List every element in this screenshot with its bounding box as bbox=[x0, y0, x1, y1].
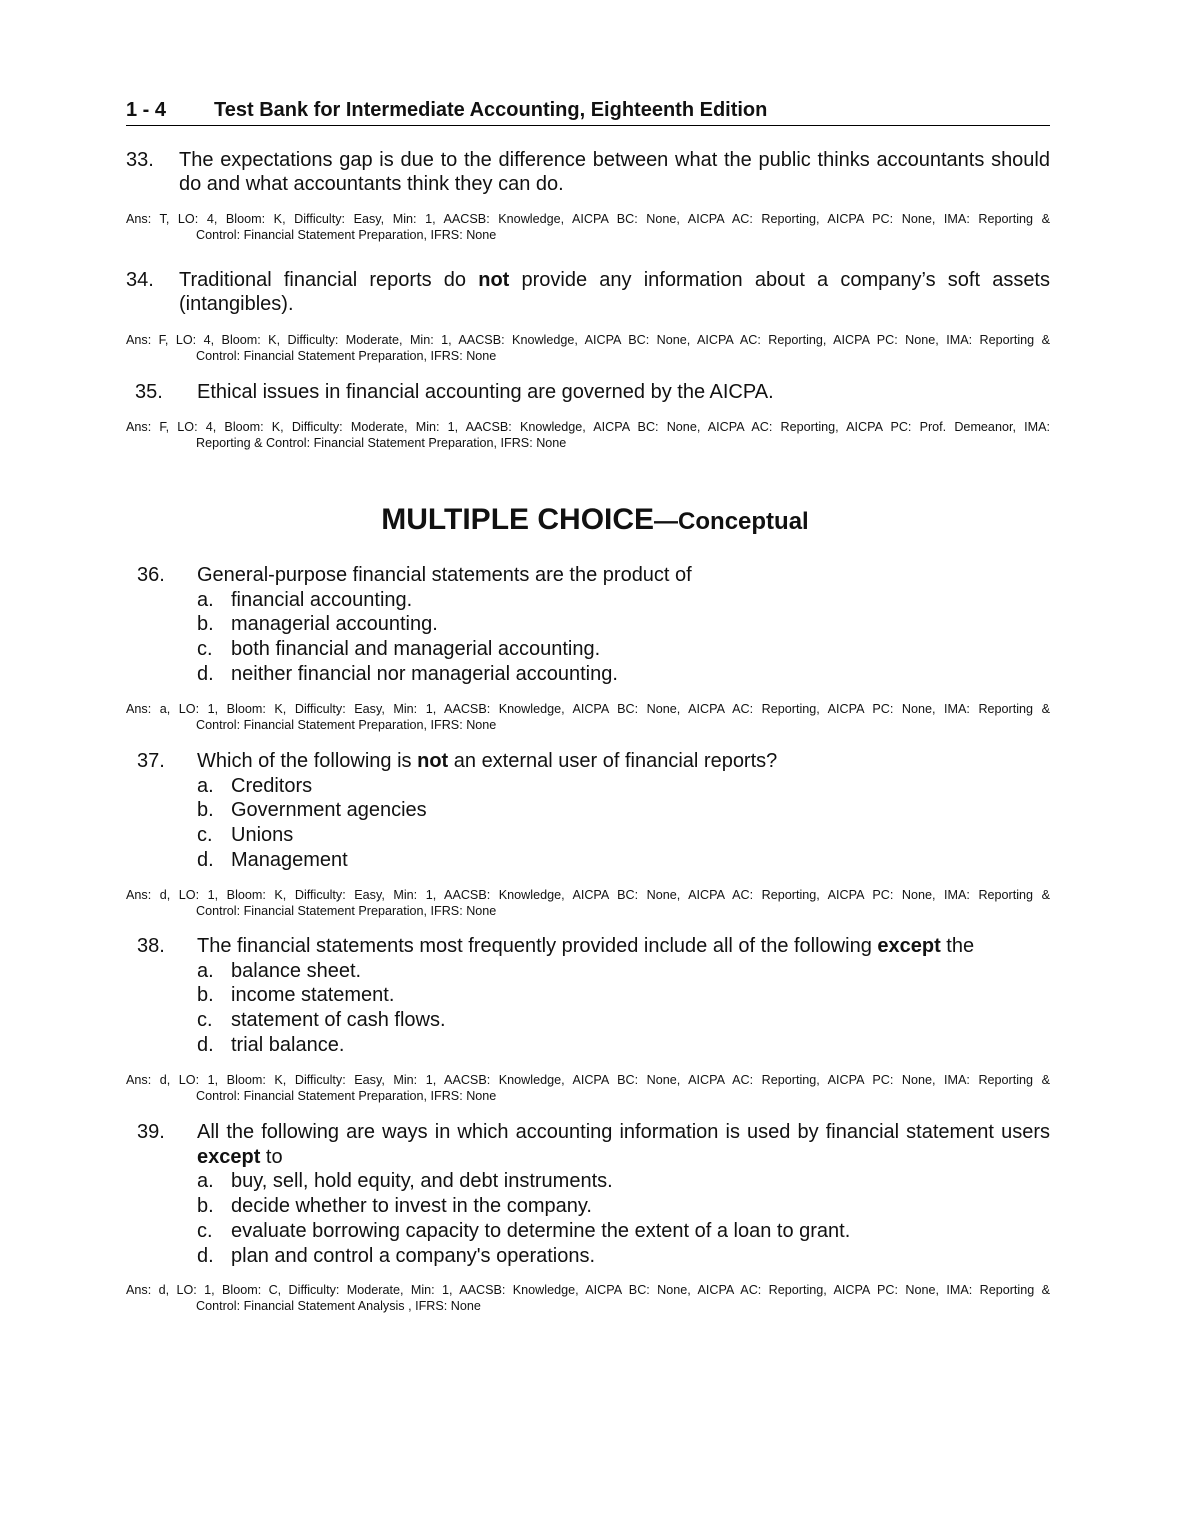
section-heading bbox=[0, 503, 1190, 537]
question-text: The expectations gap is due to the difference between what the public thinks accountants should do and what accountants think they can do. bbox=[179, 149, 1050, 195]
question-number: 37. bbox=[137, 750, 165, 772]
answer-line-2: Reporting & Control: Financial Statement Preparation, IFRS: None bbox=[196, 436, 567, 450]
option-b: b. decide whether to invest in the company. bbox=[197, 1195, 592, 1218]
emphasis-not: not bbox=[417, 750, 449, 772]
option-a: a. buy, sell, hold equity, and debt instruments. bbox=[197, 1170, 613, 1193]
emphasis-not: not bbox=[478, 269, 510, 291]
answer-line-2: Control: Financial Statement Analysis , IFRS: None bbox=[196, 1299, 481, 1313]
page-number: 1 - 4 bbox=[126, 99, 167, 121]
answer-line-2: Control: Financial Statement Preparation, IFRS: None bbox=[196, 718, 497, 732]
option-c: c. statement of cash flows. bbox=[197, 1009, 446, 1032]
question-39 bbox=[126, 1120, 1050, 1268]
answer-line-1: Ans: d, LO: 1, Bloom: K, Difficulty: Easy, Min: 1, AACSB: Knowledge, AICPA BC: None, AICPA AC: Reporting, AICPA PC: None, IMA: Reporting & bbox=[126, 888, 1050, 902]
answer-line-2: Control: Financial Statement Preparation, IFRS: None bbox=[196, 349, 497, 363]
answer-metadata-38 bbox=[126, 1072, 1050, 1104]
question-number: 36. bbox=[137, 564, 165, 586]
option-b: b. income statement. bbox=[197, 984, 395, 1007]
option-a: a. balance sheet. bbox=[197, 959, 362, 982]
option-d: d. trial balance. bbox=[197, 1033, 345, 1056]
option-d: d. Management bbox=[197, 848, 348, 871]
answer-metadata-37 bbox=[126, 887, 1050, 919]
option-c: c. both financial and managerial accounting. bbox=[197, 638, 601, 661]
option-b: b. managerial accounting. bbox=[197, 613, 438, 636]
answer-metadata-35 bbox=[126, 419, 1050, 451]
question-36 bbox=[126, 563, 1050, 687]
question-37 bbox=[126, 749, 1050, 873]
question-35 bbox=[126, 380, 1050, 404]
section-subtitle: —Conceptual bbox=[654, 508, 809, 535]
section-title: MULTIPLE CHOICE bbox=[381, 503, 655, 536]
question-number: 34. bbox=[126, 269, 154, 291]
answer-line-1: Ans: T, LO: 4, Bloom: K, Difficulty: Easy, Min: 1, AACSB: Knowledge, AICPA BC: None, AICPA AC: Reporting, AICPA PC: None, IMA: Reporting & bbox=[126, 212, 1050, 226]
answer-line-1: Ans: F, LO: 4, Bloom: K, Difficulty: Moderate, Min: 1, AACSB: Knowledge, AICPA BC: None, AICPA AC: Reporting, AICPA PC: Prof. Demeanor, IMA: bbox=[126, 420, 1050, 434]
question-33 bbox=[126, 148, 1050, 196]
answer-metadata-33 bbox=[126, 211, 1050, 243]
option-c: c. Unions bbox=[197, 824, 294, 847]
answer-metadata-39 bbox=[126, 1282, 1050, 1314]
question-text: Which of the following is not an external user of financial reports? bbox=[197, 750, 778, 772]
option-a: a. Creditors bbox=[197, 774, 313, 797]
option-d: d. plan and control a company's operations. bbox=[197, 1244, 596, 1267]
book-title: Test Bank for Intermediate Accounting, Eighteenth Edition bbox=[214, 99, 768, 121]
question-number: 35. bbox=[135, 381, 163, 403]
question-number: 38. bbox=[137, 935, 165, 957]
answer-line-2: Control: Financial Statement Preparation, IFRS: None bbox=[196, 904, 497, 918]
question-text: General-purpose financial statements are the product of bbox=[197, 564, 692, 586]
answer-line-1: Ans: F, LO: 4, Bloom: K, Difficulty: Moderate, Min: 1, AACSB: Knowledge, AICPA BC: None, AICPA AC: Reporting, AICPA PC: None, IMA: Reporting & bbox=[126, 333, 1050, 347]
option-d: d. neither financial nor managerial accounting. bbox=[197, 662, 618, 685]
answer-metadata-34 bbox=[126, 332, 1050, 364]
question-text: The financial statements most frequently provided include all of the following except the bbox=[197, 935, 975, 957]
question-34 bbox=[126, 268, 1050, 316]
emphasis-except: except bbox=[877, 935, 941, 957]
option-c: c. evaluate borrowing capacity to determine the extent of a loan to grant. bbox=[197, 1219, 851, 1242]
question-text: Ethical issues in financial accounting are governed by the AICPA. bbox=[197, 381, 774, 403]
question-38 bbox=[126, 934, 1050, 1058]
question-number: 33. bbox=[126, 149, 154, 171]
emphasis-except: except bbox=[197, 1145, 261, 1168]
question-text: Traditional financial reports do not provide any information about a company’s soft assets (intangibles). bbox=[179, 269, 1050, 315]
answer-line-1: Ans: d, LO: 1, Bloom: K, Difficulty: Easy, Min: 1, AACSB: Knowledge, AICPA BC: None, AICPA AC: Reporting, AICPA PC: None, IMA: Reporting & bbox=[126, 1073, 1050, 1087]
option-a: a. financial accounting. bbox=[197, 588, 413, 611]
answer-line-1: Ans: d, LO: 1, Bloom: C, Difficulty: Moderate, Min: 1, AACSB: Knowledge, AICPA BC: None, AICPA AC: Reporting, AICPA PC: None, IMA: Reporting & bbox=[126, 1283, 1050, 1297]
option-b: b. Government agencies bbox=[197, 799, 427, 822]
question-text: All the following are ways in which accounting information is used by financial statement users except to bbox=[197, 1121, 1050, 1168]
answer-metadata-36 bbox=[126, 701, 1050, 733]
question-number: 39. bbox=[137, 1121, 165, 1143]
page-header bbox=[126, 99, 1050, 126]
answer-line-2: Control: Financial Statement Preparation, IFRS: None bbox=[196, 228, 497, 242]
answer-line-2: Control: Financial Statement Preparation, IFRS: None bbox=[196, 1089, 497, 1103]
answer-line-1: Ans: a, LO: 1, Bloom: K, Difficulty: Easy, Min: 1, AACSB: Knowledge, AICPA BC: None, AICPA AC: Reporting, AICPA PC: None, IMA: Reporting & bbox=[126, 702, 1050, 716]
